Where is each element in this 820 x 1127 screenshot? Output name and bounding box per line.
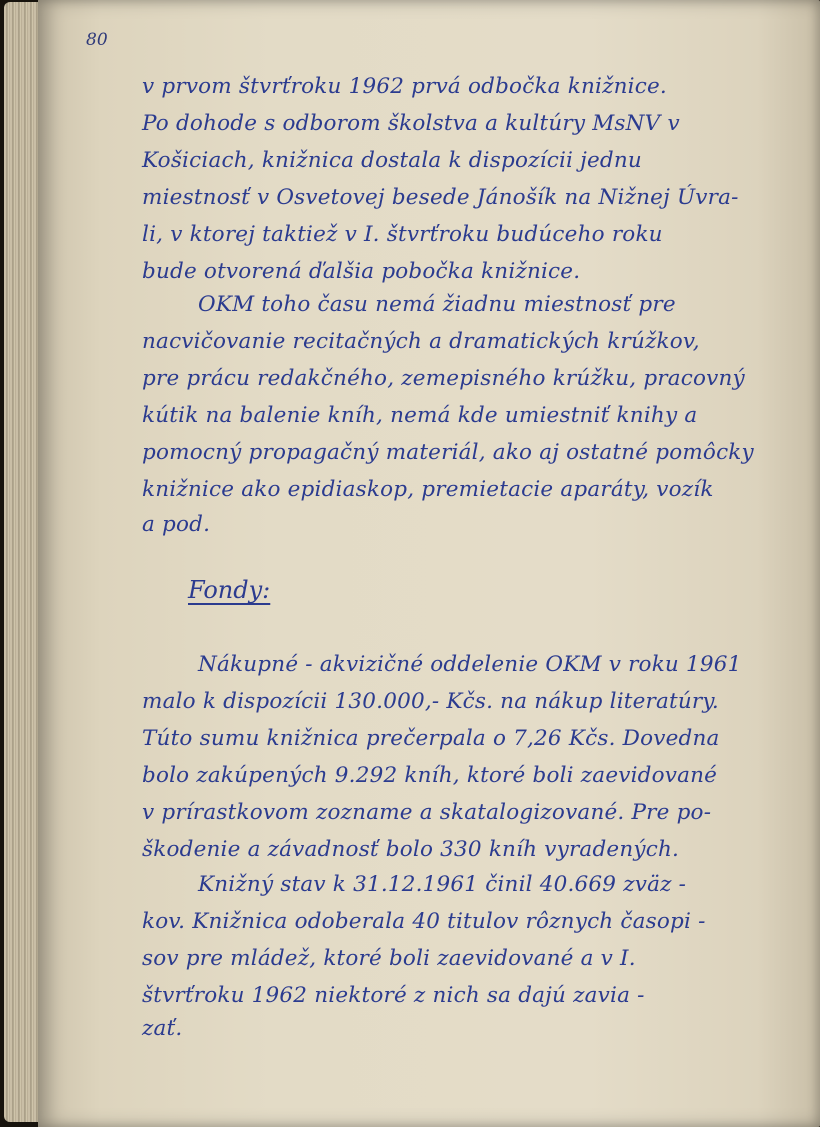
text-line: miestnosť v Osvetovej besede Jánošík na Nižnej Úvra-	[142, 185, 739, 210]
text-line: zať.	[142, 1016, 183, 1041]
text-line: pre prácu redakčného, zemepisného krúžku, pracovný	[142, 366, 745, 391]
text-line: škodenie a závadnosť bolo 330 kníh vyradených.	[142, 837, 680, 862]
handwritten-text	[38, 0, 820, 1127]
text-line: kútik na balenie kníh, nemá kde umiestniť knihy a	[142, 403, 698, 428]
manuscript-page	[38, 0, 820, 1127]
text-line: Košiciach, knižnica dostala k dispozícii jednu	[142, 148, 642, 173]
text-line: li, v ktorej taktiež v I. štvrťroku budúceho roku	[142, 222, 663, 247]
text-line: a pod.	[142, 512, 211, 537]
text-line: v prírastkovom zozname a skatalogizované. Pre po-	[142, 800, 712, 825]
text-line: sov pre mládež, ktoré boli zaevidované a v I.	[142, 946, 636, 971]
text-line: Nákupné - akvizičné oddelenie OKM v roku 1961	[198, 652, 742, 677]
text-line: malo k dispozícii 130.000,- Kčs. na nákup literatúry.	[142, 689, 719, 714]
text-line: bude otvorená ďalšia pobočka knižnice.	[142, 259, 581, 284]
section-heading: Fondy:	[188, 576, 271, 604]
text-line: štvrťroku 1962 niektoré z nich sa dajú zavia -	[142, 983, 645, 1008]
text-line: knižnice ako epidiaskop, premietacie aparáty, vozík	[142, 477, 714, 502]
text-line: OKM toho času nemá žiadnu miestnosť pre	[198, 292, 676, 317]
text-line: pomocný propagačný materiál, ako aj ostatné pomôcky	[142, 440, 754, 465]
text-line: v prvom štvrťroku 1962 prvá odbočka knižnice.	[142, 74, 667, 99]
text-line: nacvičovanie recitačných a dramatických krúžkov,	[142, 329, 700, 354]
text-line: kov. Knižnica odoberala 40 titulov rôznych časopi -	[142, 909, 706, 934]
text-line: bolo zakúpených 9.292 kníh, ktoré boli zaevidované	[142, 763, 718, 788]
text-line: Túto sumu knižnica prečerpala o 7,26 Kčs. Dovedna	[142, 726, 720, 751]
text-line: Po dohode s odborom školstva a kultúry MsNV v	[142, 111, 680, 136]
page-number: 80	[86, 30, 108, 50]
text-line: Knižný stav k 31.12.1961 činil 40.669 zväz -	[198, 872, 687, 897]
